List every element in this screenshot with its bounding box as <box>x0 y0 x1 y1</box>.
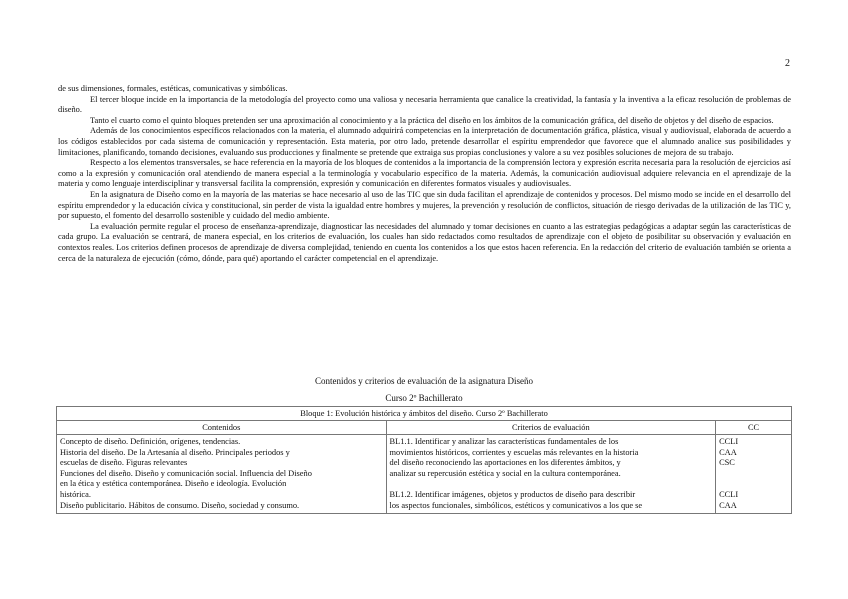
body-text <box>58 84 791 264</box>
block-title: Bloque 1: Evolución histórica y ámbitos del diseño. Curso 2º Bachillerato <box>57 407 792 421</box>
contents-line: histórica. <box>60 489 91 499</box>
cc-code: CCLI <box>719 437 739 446</box>
paragraph: Respecto a los elementos transversales, se hace referencia en la mayoría de los bloques de contenidos a la importancia de la comprensión lectora y expresión escrita necesaria para la resolución de ejercicios así como a la expresión y comunicación oral atendiendo de manera especial a la terminología y vocabulario específico de la materia. Además, la comunicación audiovisual adquiere relevancia en el aprendizaje de la materia y como lenguaje interdisciplinar y transversal facilita la comprensión, expresión y comunicación en diferentes formatos visuales y audiovisuales. <box>58 158 791 189</box>
contents-line: en la ética y estética contemporánea. Diseño e ideología. Evolución <box>60 479 287 489</box>
cc-code: CAA <box>719 500 737 510</box>
contents-line: Diseño publicitario. Hábitos de consumo. Diseño, sociedad y consumo. <box>60 500 300 510</box>
criteria-line: los aspectos funcionales, simbólicos, estéticos y comunicativos a los que se <box>389 500 643 510</box>
criteria-line: movimientos históricos, corrientes y escuelas más relevantes en la historia <box>389 447 639 457</box>
section-title: Contenidos y criterios de evaluación de la asignatura Diseño <box>315 376 533 386</box>
cc-code: CSC <box>719 458 735 468</box>
page-number: 2 <box>785 58 790 69</box>
criteria-line: del diseño reconociendo las aportaciones en los diferentes ámbitos, y <box>389 458 621 468</box>
header-criteria: Criterios de evaluación <box>386 421 716 435</box>
paragraph: En la asignatura de Diseño como en la mayoría de las materias se hace necesario al uso de las TIC que sin duda facilitan el aprendizaje de contenidos y procesos. Del mismo modo se incide en el desarrollo del espíritu emprendedor y la educación cívica y constitucional, sin perder de vista la igualdad entre hombres y mujeres, la prevención y resolución de conflictos, situación de riesgo derivadas de la utilización de las TIC y, por supuesto, el fomento del desarrollo sostenible y cuidado del medio ambiente. <box>58 189 791 221</box>
cc-code: CAA <box>719 447 737 457</box>
table-row <box>57 435 792 514</box>
criteria-line: BL1.2. Identificar imágenes, objetos y productos de diseño para describir <box>389 489 636 499</box>
contents-line: Concepto de diseño. Definición, orígenes, tendencias. <box>60 437 241 446</box>
block-title-row <box>57 407 792 421</box>
table-header-row <box>57 421 792 435</box>
header-contents: Contenidos <box>57 421 387 435</box>
contents-line: Funciones del diseño. Diseño y comunicación social. Influencia del Diseño <box>60 468 312 478</box>
cc-code: CCLI <box>719 489 739 499</box>
paragraph: Tanto el cuarto como el quinto bloques pretenden ser una aproximación al conocimiento y a la práctica del diseño en los ámbitos de la comunicación gráfica, del diseño de objetos y del diseño de espacios. <box>90 115 774 125</box>
paragraph: El tercer bloque incide en la importancia de la metodología del proyecto como una valiosa y necesaria herramienta que canalice la creatividad, la fantasía y la inventiva a la eficaz resolución de problemas de diseño. <box>58 94 791 115</box>
criteria-table <box>56 406 792 514</box>
paragraph: Además de los conocimientos específicos relacionados con la materia, el alumnado adquirirá competencias en la interpretación de documentación gráfica, plástica, visual y audiovisual, elaborada de acuerdo a los códigos establecidos por cada sistema de comunicación y representación. Esta materia, por otro lado, pretende desarrollar el espíritu emprendedor que favorece que el alumnado analice sus posibilidades y limitaciones, planificando, tomando decisiones, evaluando sus producciones y finalmente se pretende que extraiga sus propias conclusiones y valore a su vez posibles soluciones de mejora de su trabajo. <box>58 126 791 157</box>
cc-spacer <box>719 479 788 490</box>
criteria-spacer <box>390 479 713 490</box>
criteria-cell <box>386 435 716 514</box>
contents-line: escuelas de diseño. Figuras relevantes <box>60 458 188 468</box>
criteria-line: analizar su repercusión estética y social en la cultura contemporánea. <box>389 468 621 478</box>
cc-spacer <box>719 469 788 480</box>
header-cc: CC <box>716 421 792 435</box>
contents-line: Historia del diseño. De la Artesanía al diseño. Principales periodos y <box>60 447 290 457</box>
contents-cell <box>57 435 387 514</box>
criteria-line: BL1.1. Identificar y analizar las características fundamentales de los <box>389 437 619 446</box>
cc-cell <box>716 435 792 514</box>
course-subtitle: Curso 2º Bachillerato <box>385 393 463 403</box>
paragraph: de sus dimensiones, formales, estéticas, comunicativas y simbólicas. <box>58 84 288 93</box>
paragraph: La evaluación permite regular el proceso de enseñanza-aprendizaje, diagnosticar las necesidades del alumnado y tomar decisiones en cuanto a las estrategias pedagógicas a adaptar según las características de cada grupo. La evaluación se centrará, de manera especial, en los criterios de evaluación, los cuales han sido redactados como resultados de aprendizaje con el objeto de posibilitar su observación y evaluación en contextos reales. Los criterios definen procesos de aprendizaje de diversa complejidad, teniendo en cuenta los contenidos a los que estos hacen referencia. En la redacción del criterio de evaluación también se orienta a cerca de la naturaleza de ejecución (cómo, dónde, para qué) aportando el carácter competencial en el aprendizaje. <box>58 221 791 263</box>
